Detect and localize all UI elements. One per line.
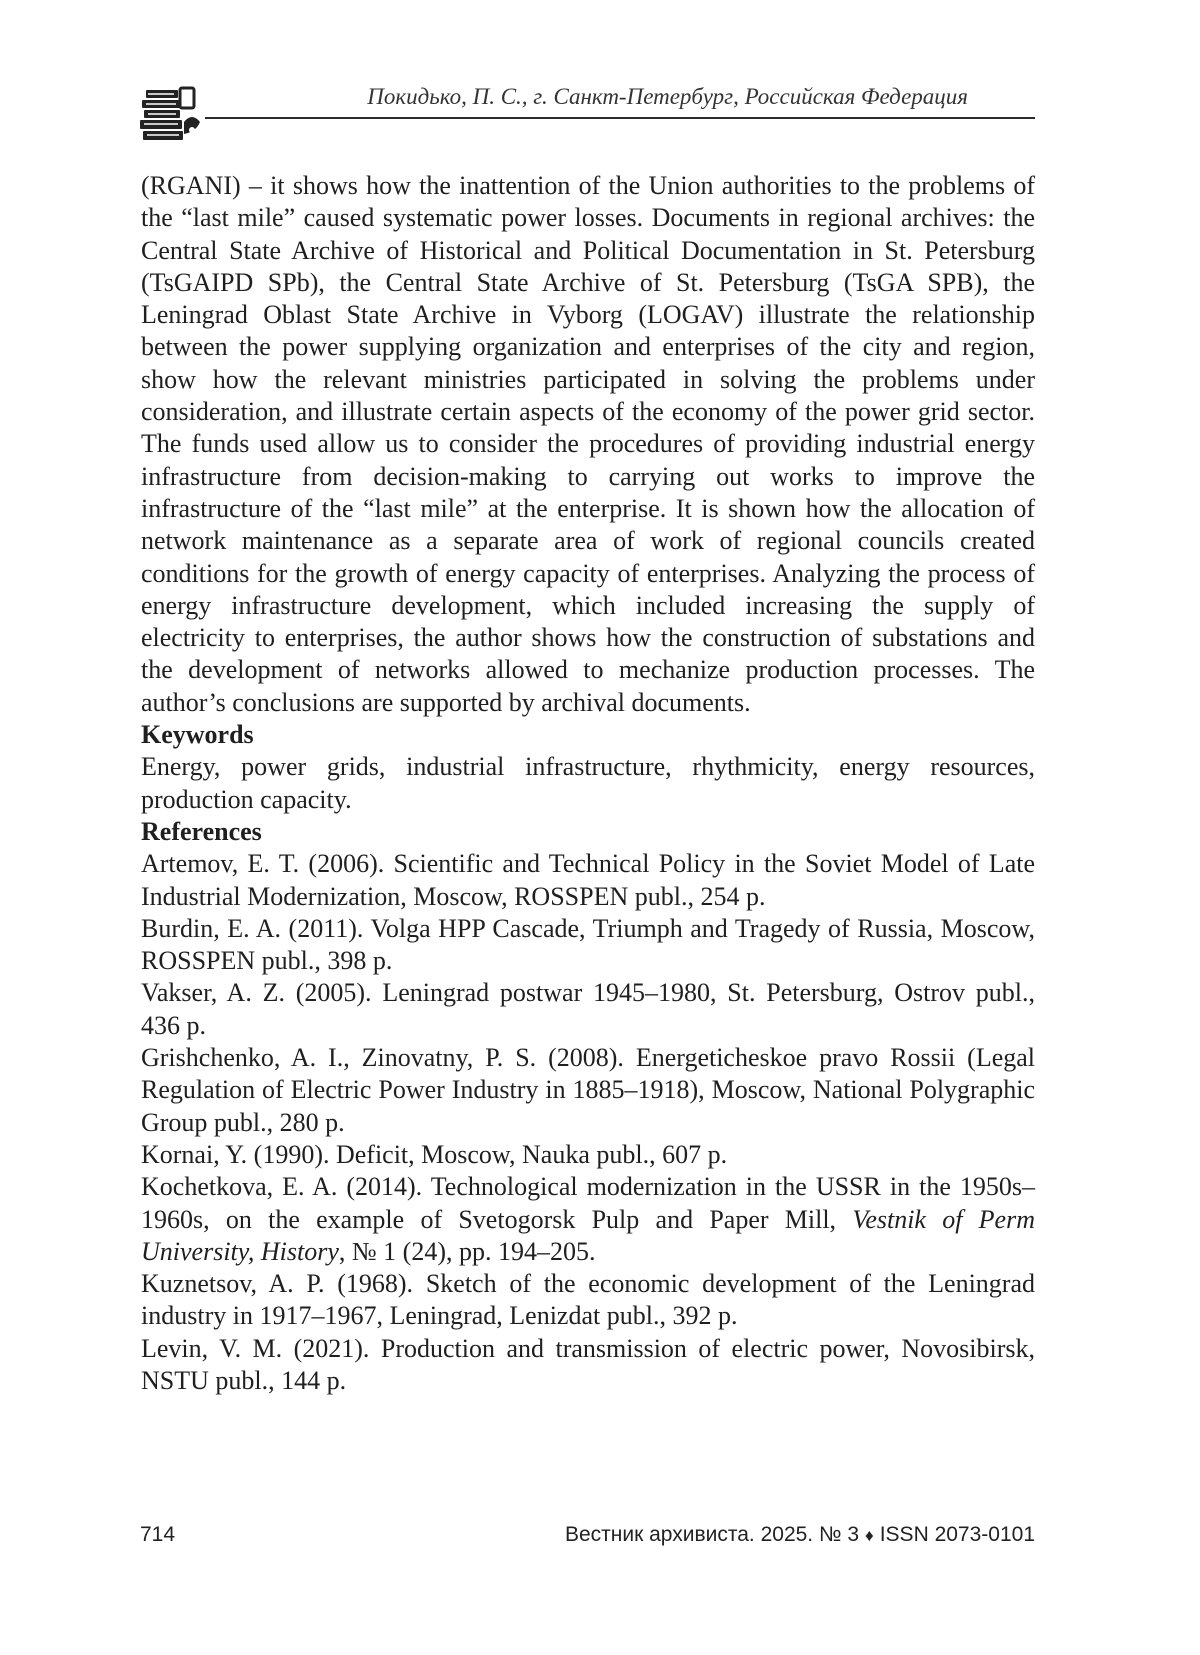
reference-text: , № 1 (24), pp. 194–205. (338, 1236, 596, 1266)
header-rule (205, 117, 1035, 119)
running-head: Покидько, П. С., г. Санкт-Петербург, Российская Федерация (367, 84, 968, 109)
reference-item: Burdin, E. A. (2011). Volga HPP Cascade, Triumph and Tragedy of Russia, Moscow, ROSSPEN publ., 398 p. (141, 913, 1035, 976)
reference-item: Artemov, E. T. (2006). Scientific and Technical Policy in the Soviet Model of Late Industrial Modernization, Moscow, ROSSPEN publ., 254 p. (141, 849, 1035, 911)
reference-item: Vakser, A. Z. (2005). Leningrad postwar 1945–1980, St. Petersburg, Ostrov publ., 436 p. (141, 978, 1035, 1040)
reference-item (141, 1171, 1035, 1268)
journal-logo-icon (140, 86, 202, 144)
journal-issn: ISSN 2073-0101 (879, 1523, 1035, 1546)
references-heading: References (141, 816, 262, 846)
diamond-separator-icon: ♦ (865, 1526, 874, 1545)
reference-item: Kornai, Y. (1990). Deficit, Moscow, Nauka publ., 607 p. (141, 1139, 728, 1169)
journal-name: Вестник архивиста. 2025. № 3 (564, 1523, 860, 1546)
keywords-heading: Keywords (141, 720, 254, 750)
reference-item: Levin, V. M. (2021). Production and transmission of electric power, Novosibirsk, NSTU publ., 144 p. (141, 1333, 1035, 1395)
reference-journal-title: Vestnik of Perm University, History (141, 1204, 1035, 1266)
reference-text: Kochetkova, E. A. (2014). Technological modernization in the USSR in the 1950s–1960s, on the example of Svetogorsk Pulp and Paper Mill, (141, 1172, 1035, 1234)
article-body (141, 170, 1035, 1397)
keywords-text: Energy, power grids, industrial infrastructure, rhythmicity, energy resources, production capacity. (141, 752, 1035, 814)
page-number: 714 (140, 1523, 176, 1546)
journal-footer (565, 1523, 1035, 1547)
reference-item: Grishchenko, A. I., Zinovatny, P. S. (2008). Energeticheskoe pravo Rossii (Legal Regulation of Electric Power Industry in 1885–1918), Moscow, National Polygraphic Group publ., 280 p. (141, 1043, 1035, 1137)
reference-item: Kuznetsov, A. P. (1968). Sketch of the economic development of the Leningrad industry in 1917–1967, Leningrad, Lenizdat publ., 392 p. (141, 1269, 1035, 1331)
abstract-continuation: (RGANI) – it shows how the inattention of the Union authorities to the problems of the “last mile” caused systematic power losses. Documents in regional archives: the Central State Archive of Historical and Political Documentation in St. Petersburg (TsGAIPD SPb), the Central State Archive of St. Petersburg (TsGA SPB), the Leningrad Oblast State Archive in Vyborg (LOGAV) illustrate the relationship between the power supplying organization and enterprises of the city and region, show how the relevant ministries participated in solving the problems under consideration, and illustrate certain aspects of the economy of the power grid sector. The funds used allow us to consider the procedures of providing industrial energy infrastructure from decision-making to carrying out works to improve the infrastructure of the “last mile” at the enterprise. It is shown how the allocation of network maintenance as a separate area of work of regional councils created conditions for the growth of energy capacity of enterprises. Analyzing the process of energy infrastructure development, which included increasing the supply of electricity to enterprises, the author shows how the construction of substations and the development of networks allowed to mechanize production processes. The author’s conclusions are supported by archival documents. (141, 171, 1035, 717)
